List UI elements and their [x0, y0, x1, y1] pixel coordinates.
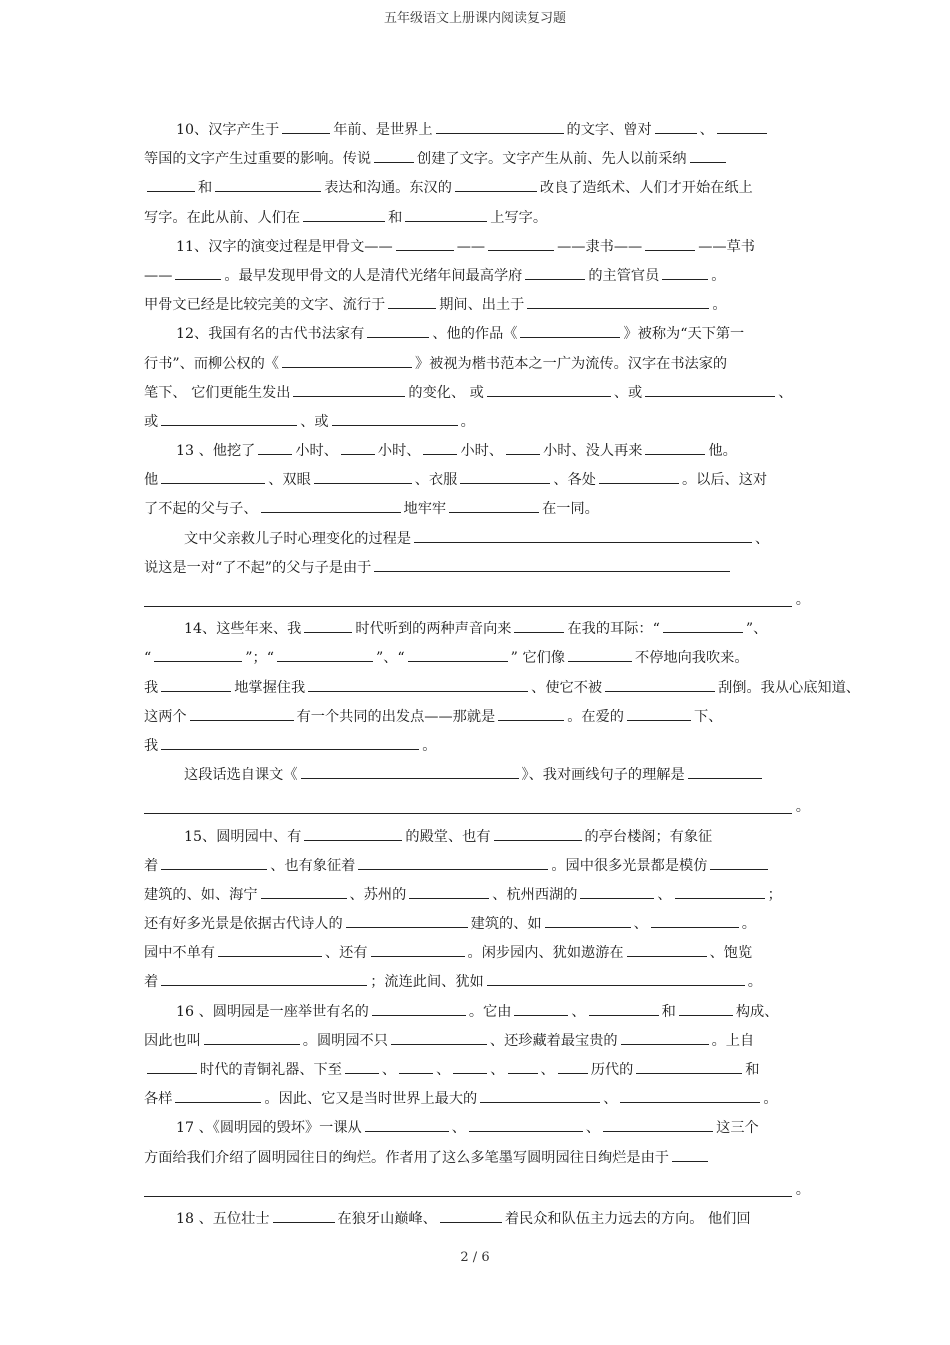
question-text: 15、圆明园中、有: [184, 828, 302, 845]
question-text: 。上自: [711, 1032, 755, 1049]
answer-blank[interactable]: [527, 294, 709, 309]
question-text: 有一个共同的出发点——那就是: [296, 708, 496, 725]
answer-blank[interactable]: [308, 677, 528, 692]
question-text: 。园中很多光景都是模仿: [551, 857, 708, 874]
question-text: 、或: [300, 413, 329, 430]
answer-blank[interactable]: [498, 706, 564, 721]
question-text: 我: [144, 679, 159, 696]
answer-blank[interactable]: [487, 971, 745, 986]
answer-blank[interactable]: [508, 1059, 538, 1074]
question-text: 。圆明园不只: [302, 1032, 388, 1049]
answer-blank[interactable]: [679, 1001, 733, 1016]
question-text: 历代的: [590, 1062, 634, 1078]
question-text: 。: [711, 267, 726, 284]
worksheet-line: [144, 823, 810, 852]
worksheet-line: [144, 939, 810, 968]
question-text: 。: [460, 413, 475, 430]
question-text: 期间、出土于: [439, 297, 525, 314]
question-text: ”、: [745, 621, 768, 638]
answer-blank[interactable]: [409, 884, 489, 899]
question-text: 下、: [693, 708, 723, 725]
answer-blank[interactable]: [367, 323, 429, 338]
question-text: 我: [144, 737, 159, 754]
question-text: ” 它们像: [510, 650, 565, 667]
worksheet-line: [144, 615, 810, 644]
worksheet-line: [144, 495, 810, 524]
worksheet-line: [144, 291, 810, 320]
question-text: 。它由: [468, 1003, 512, 1020]
answer-blank[interactable]: [621, 1030, 709, 1045]
question-text: 、也有象征着: [270, 857, 356, 874]
answer-blank[interactable]: [332, 411, 458, 426]
worksheet-line: [144, 998, 810, 1027]
question-text: 行书”、而柳公权的《: [144, 355, 279, 372]
answer-blank[interactable]: [147, 177, 195, 192]
answer-blank[interactable]: [672, 1147, 708, 1162]
question-text: 在狼牙山巅峰、: [337, 1210, 437, 1227]
worksheet-line: [144, 1144, 810, 1173]
answer-blank[interactable]: [525, 265, 585, 280]
answer-blank[interactable]: [558, 1059, 588, 1074]
worksheet-line: [144, 437, 810, 466]
answer-blank[interactable]: [545, 913, 631, 928]
answer-blank[interactable]: [414, 528, 752, 543]
answer-blank[interactable]: [599, 469, 679, 484]
worksheet-line: [144, 761, 810, 790]
answer-blank[interactable]: [303, 207, 385, 222]
question-text: 、: [778, 384, 793, 401]
question-text: 。: [747, 974, 762, 991]
answer-blank[interactable]: [314, 469, 412, 484]
answer-blank[interactable]: [662, 265, 708, 280]
question-text: 、: [633, 916, 648, 933]
answer-blank[interactable]: [405, 207, 487, 222]
question-text: 、饱览: [709, 945, 753, 962]
question-text: 、: [755, 530, 770, 547]
answer-blank[interactable]: [190, 706, 294, 721]
worksheet-body: [144, 116, 860, 1234]
answer-blank[interactable]: [589, 1001, 659, 1016]
question-text: 13 、他挖了: [176, 443, 256, 460]
question-text: 小时、: [377, 443, 421, 460]
answer-blank[interactable]: [161, 469, 265, 484]
question-text: ——隶书——: [557, 238, 643, 255]
question-text: 、还珍藏着最宝贵的: [489, 1032, 618, 1049]
answer-blank[interactable]: [605, 677, 715, 692]
answer-blank[interactable]: [147, 1059, 197, 1074]
question-text: ；流连此间、犹如: [370, 974, 484, 991]
worksheet-line: [144, 320, 810, 349]
worksheet-line: [144, 910, 810, 939]
answer-blank[interactable]: [154, 647, 242, 662]
answer-blank[interactable]: [494, 826, 582, 841]
question-text: 地牢牢: [403, 501, 447, 518]
answer-blank[interactable]: [645, 440, 705, 455]
question-text: 、他的作品《: [432, 326, 518, 343]
worksheet-line: [144, 703, 810, 732]
answer-blank[interactable]: [514, 618, 564, 633]
question-text: 园中不单有: [144, 945, 215, 962]
question-text: 不停地向我吹来。: [635, 650, 749, 667]
question-text: 。: [741, 916, 756, 933]
question-text: 年前、是世界上: [333, 122, 433, 138]
answer-blank[interactable]: [688, 764, 762, 779]
answer-blank[interactable]: [580, 884, 654, 899]
question-text: 等国的文字产生过重要的影响。传说: [144, 151, 372, 168]
worksheet-line: [144, 644, 810, 673]
question-text: 表达和沟通。东汉的: [324, 180, 452, 197]
question-text: 在我的耳际：“: [567, 621, 660, 638]
answer-blank[interactable]: [487, 382, 611, 397]
question-text: 18 、五位壮士: [176, 1210, 270, 1227]
answer-blank[interactable]: [568, 647, 632, 662]
answer-blank[interactable]: [371, 942, 465, 957]
question-text: 。: [422, 737, 437, 754]
question-text: 、杭州西湖的: [492, 886, 578, 903]
worksheet-line: [144, 793, 810, 822]
answer-blank[interactable]: [690, 148, 726, 163]
question-text: 文中父亲救儿子时心理变化的过程是: [184, 530, 412, 547]
answer-blank[interactable]: [374, 148, 414, 163]
answer-blank[interactable]: [480, 1088, 600, 1103]
answer-blank[interactable]: [388, 294, 436, 309]
question-text: 》被称为“天下第一: [623, 326, 745, 343]
answer-blank[interactable]: [341, 440, 375, 455]
worksheet-line: [144, 1085, 810, 1114]
question-text: ；: [767, 886, 782, 903]
worksheet-line: [144, 408, 810, 437]
question-text: 、还有: [324, 945, 368, 962]
answer-blank[interactable]: [520, 323, 620, 338]
question-text: 16 、圆明园是一座举世有名的: [176, 1003, 369, 1020]
question-text: 、: [436, 1062, 451, 1078]
answer-blank[interactable]: [675, 884, 765, 899]
question-text: 和: [745, 1062, 760, 1078]
answer-blank[interactable]: [175, 265, 221, 280]
line-end-punctuation: 。: [795, 592, 810, 608]
question-text: 的变化、 或: [408, 384, 484, 401]
question-text: 刮倒。我从心底知道、: [718, 679, 860, 696]
worksheet-line: [144, 881, 810, 910]
answer-blank[interactable]: [161, 411, 297, 426]
worksheet-line: [144, 116, 810, 145]
line-end-punctuation: 。: [795, 799, 810, 816]
question-text: 建筑的、如、海宁: [144, 886, 258, 903]
question-text: 。因此、它又是当时世界上最大的: [264, 1091, 478, 1108]
question-text: ”、“: [375, 650, 405, 667]
answer-blank[interactable]: [215, 177, 321, 192]
answer-blank[interactable]: [636, 1059, 742, 1074]
worksheet-line: [144, 852, 810, 881]
worksheet-line: [144, 586, 810, 615]
answer-blank[interactable]: [717, 119, 767, 134]
question-text: 这两个: [144, 708, 187, 725]
answer-blank[interactable]: [627, 706, 691, 721]
question-text: 、衣服: [414, 472, 458, 489]
answer-blank-full-line[interactable]: [144, 1176, 792, 1197]
answer-blank[interactable]: [261, 498, 401, 513]
question-text: 着民众和队伍主力远去的方向。 他们回: [504, 1210, 751, 1227]
worksheet-line: [144, 1205, 810, 1234]
answer-blank[interactable]: [506, 440, 540, 455]
question-text: 或: [144, 413, 159, 430]
question-text: 时代听到的两种声音向来: [355, 621, 512, 638]
answer-blank[interactable]: [372, 1001, 466, 1016]
worksheet-line: [144, 1114, 810, 1143]
question-text: 的殿堂、也有: [405, 828, 491, 845]
answer-blank[interactable]: [460, 469, 550, 484]
answer-blank[interactable]: [161, 677, 231, 692]
worksheet-line: [144, 204, 810, 233]
answer-blank[interactable]: [488, 236, 554, 251]
answer-blank[interactable]: [627, 942, 707, 957]
answer-blank[interactable]: [304, 618, 352, 633]
question-text: 、: [585, 1120, 601, 1137]
question-text: 和: [388, 209, 403, 226]
question-text: ”；“: [245, 650, 274, 667]
worksheet-line: [144, 262, 810, 291]
answer-blank[interactable]: [436, 119, 564, 134]
answer-blank[interactable]: [358, 855, 548, 870]
answer-blank[interactable]: [391, 1030, 487, 1045]
question-text: 。: [712, 297, 727, 314]
answer-blank[interactable]: [455, 177, 537, 192]
question-text: 、: [451, 1120, 466, 1137]
question-text: 、: [699, 122, 714, 138]
worksheet-line: [144, 1176, 810, 1205]
question-text: 着: [144, 974, 159, 991]
answer-blank[interactable]: [365, 1117, 449, 1132]
question-text: 方面给我们介绍了圆明园往日的绚烂。作者用了这么多笔墨写圆明园往日绚烂是由于: [144, 1149, 669, 1166]
line-end-punctuation: 。: [795, 1181, 810, 1198]
question-text: 构成、: [735, 1003, 779, 1020]
question-text: 创建了文字。文字产生从前、先人以前采纳: [417, 151, 687, 168]
question-text: 各样: [144, 1091, 173, 1108]
answer-blank[interactable]: [710, 855, 768, 870]
question-text: 17 、《圆明园的毁坏》一课从: [176, 1120, 362, 1137]
question-text: 着: [144, 857, 159, 874]
answer-blank[interactable]: [301, 764, 519, 779]
answer-blank[interactable]: [603, 1117, 713, 1132]
question-text: 小时、: [460, 443, 504, 460]
question-text: 甲骨文已经是比较完美的文字、流行于: [144, 297, 386, 314]
question-text: 写字。在此从前、人们在: [144, 209, 301, 226]
answer-blank[interactable]: [273, 1208, 335, 1223]
question-text: 小时、: [295, 443, 338, 460]
question-text: 、各处: [553, 472, 596, 489]
answer-blank[interactable]: [440, 1208, 502, 1223]
question-text: 、双眼: [268, 472, 311, 489]
answer-blank[interactable]: [175, 1088, 261, 1103]
worksheet-line: [144, 145, 810, 174]
worksheet-line: [144, 968, 810, 997]
worksheet-line: [144, 350, 810, 379]
answer-blank[interactable]: [423, 440, 457, 455]
question-text: 地掌握住我: [234, 679, 306, 696]
answer-blank[interactable]: [346, 913, 468, 928]
worksheet-line: [144, 674, 860, 703]
answer-blank[interactable]: [282, 353, 412, 368]
question-text: “: [144, 650, 152, 667]
question-text: 12、我国有名的古代书法家有: [176, 326, 365, 343]
question-text: 、使它不被: [531, 679, 603, 696]
question-text: 11、汉字的演变过程是甲骨文——: [176, 238, 393, 255]
question-text: ——: [144, 267, 173, 284]
answer-blank[interactable]: [218, 942, 322, 957]
worksheet-line: [144, 554, 810, 583]
answer-blank[interactable]: [293, 382, 405, 397]
worksheet-line: [144, 174, 810, 203]
answer-blank[interactable]: [161, 855, 267, 870]
question-text: 。以后、这对: [681, 472, 768, 489]
answer-blank[interactable]: [620, 1088, 760, 1103]
answer-blank[interactable]: [345, 1059, 379, 1074]
answer-blank[interactable]: [374, 557, 730, 572]
question-text: 因此也叫: [144, 1032, 201, 1049]
question-text: 。闲步园内、犹如遨游在: [467, 945, 624, 962]
question-text: 10、汉字产生于: [176, 122, 280, 138]
answer-blank[interactable]: [645, 236, 695, 251]
question-text: 上写字。: [490, 209, 548, 226]
question-text: 14、这些年来、我: [184, 621, 302, 638]
question-text: 的文字、曾对: [566, 122, 652, 138]
answer-blank[interactable]: [651, 913, 739, 928]
page-header-title: 五年级语文上册课内阅读复习题: [383, 11, 566, 26]
answer-blank[interactable]: [453, 1059, 487, 1074]
question-text: 这段话选自课文《: [184, 767, 298, 784]
question-text: 。在爱的: [567, 708, 624, 725]
question-text: 了不起的父与子、: [144, 501, 258, 518]
question-text: 、: [490, 1062, 505, 1078]
answer-blank-full-line[interactable]: [144, 793, 792, 814]
question-text: 还有好多光景是依据古代诗人的: [144, 916, 343, 933]
question-text: 说这是一对“了不起”的父与子是由于: [144, 559, 372, 576]
question-text: 、: [540, 1062, 555, 1078]
answer-blank[interactable]: [408, 647, 508, 662]
answer-blank[interactable]: [161, 971, 367, 986]
answer-blank[interactable]: [514, 1001, 568, 1016]
question-text: 时代的青铜礼器、下至: [200, 1062, 342, 1078]
question-text: 和: [198, 180, 213, 197]
worksheet-line: [144, 732, 810, 761]
question-text: 在一同。: [542, 501, 599, 518]
question-text: 的主管官员: [588, 267, 660, 284]
question-text: 。最早发现甲骨文的人是清代光绪年间最高学府: [224, 267, 523, 284]
answer-blank[interactable]: [449, 498, 539, 513]
answer-blank[interactable]: [277, 647, 373, 662]
answer-blank[interactable]: [161, 735, 419, 750]
question-text: 》、我对画线句子的理解是: [521, 767, 685, 784]
answer-blank[interactable]: [645, 382, 775, 397]
question-text: 。: [763, 1091, 778, 1108]
worksheet-line: [144, 1027, 810, 1056]
answer-blank[interactable]: [204, 1030, 300, 1045]
question-text: 改良了造纸术、人们才开始在纸上: [539, 180, 753, 197]
answer-blank[interactable]: [304, 826, 402, 841]
question-text: 他: [144, 472, 159, 489]
worksheet-line: [144, 466, 810, 495]
question-text: 、: [571, 1003, 586, 1020]
question-text: ——草书: [698, 238, 755, 255]
question-text: ——: [456, 238, 486, 255]
answer-blank[interactable]: [258, 440, 292, 455]
worksheet-line: [144, 1056, 810, 1085]
question-text: 笔下、 它们更能生发出: [144, 384, 291, 401]
question-text: 和: [661, 1003, 676, 1020]
answer-blank[interactable]: [469, 1117, 583, 1132]
answer-blank[interactable]: [663, 618, 743, 633]
question-text: 、或: [613, 384, 643, 401]
answer-blank[interactable]: [396, 236, 454, 251]
question-text: 》被视为楷书范本之一广为流传。汉字在书法家的: [414, 355, 728, 372]
question-text: 的亭台楼阁；有象征: [584, 828, 713, 845]
worksheet-line: [144, 525, 810, 554]
worksheet-line: [144, 379, 810, 408]
page-number: 2 / 6: [460, 1250, 490, 1265]
answer-blank[interactable]: [399, 1059, 433, 1074]
answer-blank[interactable]: [261, 884, 347, 899]
answer-blank[interactable]: [655, 119, 697, 134]
question-text: 建筑的、如: [470, 916, 542, 933]
answer-blank-full-line[interactable]: [144, 586, 792, 607]
question-text: 、: [603, 1091, 618, 1108]
worksheet-line: [144, 233, 810, 262]
question-text: 、: [381, 1062, 397, 1078]
question-text: 这三个: [716, 1120, 759, 1137]
answer-blank[interactable]: [282, 119, 330, 134]
question-text: 他。: [708, 443, 737, 460]
question-text: 、苏州的: [349, 886, 407, 903]
question-text: 、: [657, 886, 672, 903]
question-text: 小时、没人再来: [543, 443, 643, 460]
